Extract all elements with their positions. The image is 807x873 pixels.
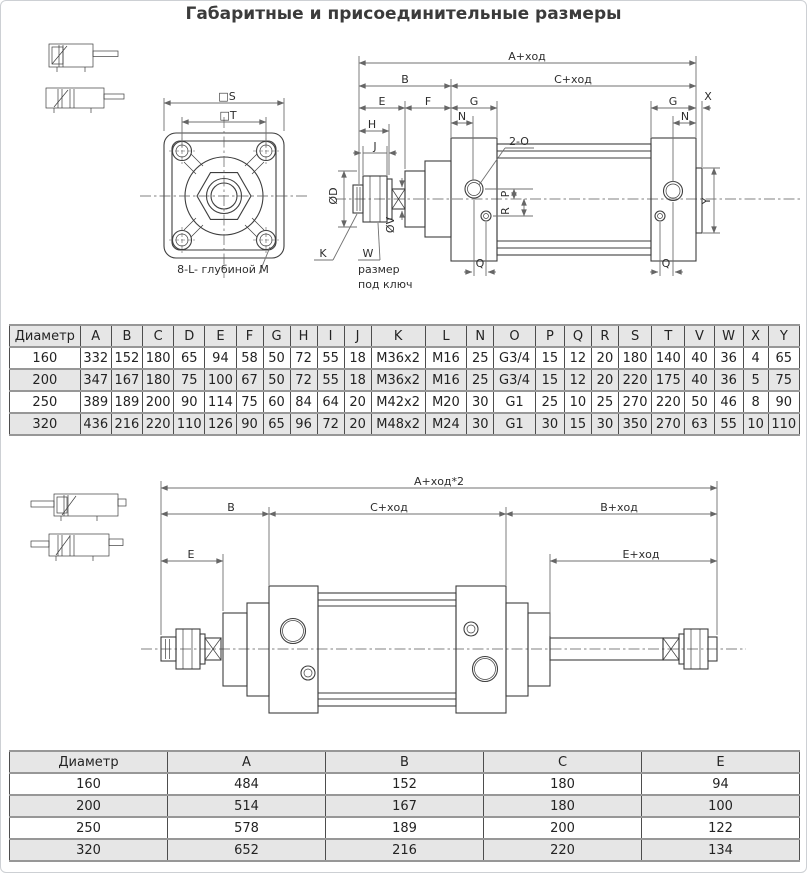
column-header: B — [111, 325, 142, 347]
table-cell: 110 — [174, 413, 205, 435]
table-cell: 65 — [263, 413, 290, 435]
table-cell: 200 — [143, 391, 174, 413]
pneumatic-symbol-single-rod-2 — [46, 88, 124, 113]
table-cell: 180 — [484, 795, 642, 817]
pneumatic-symbol-single-rod-1 — [49, 44, 118, 72]
column-header: I — [317, 325, 344, 347]
column-header: C — [484, 751, 642, 773]
table-cell: 10 — [564, 391, 591, 413]
table-cell: 652 — [168, 839, 326, 861]
dim-label-b: B — [401, 73, 409, 86]
table-row — [10, 817, 800, 839]
table-cell: 189 — [326, 817, 484, 839]
table-cell: 100 — [205, 369, 236, 391]
front-view-drawing — [140, 90, 308, 278]
side-view-drawing — [314, 50, 803, 291]
column-header: A — [168, 751, 326, 773]
table-cell: 320 — [10, 413, 81, 435]
table-cell: 67 — [236, 369, 263, 391]
table-cell: 100 — [642, 795, 800, 817]
table-cell: 389 — [80, 391, 111, 413]
wrench-size-note-line1: размер — [358, 263, 400, 276]
dim-label-q-left: Q — [475, 257, 485, 270]
table-cell: 126 — [205, 413, 236, 435]
table-cell: 36 — [714, 347, 743, 369]
table-cell: 40 — [685, 369, 714, 391]
table-cell: 72 — [317, 413, 344, 435]
dim-label-r: R — [499, 207, 512, 215]
table-cell: M16 — [425, 369, 467, 391]
table-cell: 180 — [143, 347, 174, 369]
table-cell: 60 — [263, 391, 290, 413]
table-cell: 18 — [344, 369, 371, 391]
column-header: E — [642, 751, 800, 773]
table-cell: 140 — [652, 347, 685, 369]
table-cell: 514 — [168, 795, 326, 817]
table-cell: 250 — [10, 817, 168, 839]
table-cell: 55 — [317, 347, 344, 369]
table-cell: 250 — [10, 391, 81, 413]
table-cell: 12 — [564, 369, 591, 391]
table-row — [10, 839, 800, 861]
table-cell: 332 — [80, 347, 111, 369]
table-cell: M48x2 — [371, 413, 425, 435]
column-header: Диаметр — [10, 325, 81, 347]
table-cell: 4 — [743, 347, 768, 369]
table-cell: 63 — [685, 413, 714, 435]
column-header: O — [494, 325, 536, 347]
table-cell: 65 — [174, 347, 205, 369]
pneumatic-symbol-double-rod-2 — [31, 534, 123, 561]
table-cell: 134 — [642, 839, 800, 861]
table-cell: 200 — [484, 817, 642, 839]
table-cell: 20 — [591, 369, 618, 391]
table-cell: 94 — [642, 773, 800, 795]
dim-label-p: P — [499, 190, 512, 198]
column-header: C — [143, 325, 174, 347]
table-cell: M36x2 — [371, 347, 425, 369]
table-cell: 180 — [484, 773, 642, 795]
table-row — [10, 391, 800, 413]
column-header: K — [371, 325, 425, 347]
table-cell: 167 — [111, 369, 142, 391]
table-cell: 30 — [467, 413, 494, 435]
column-header: Диаметр — [10, 751, 168, 773]
wrench-size-note-line2: под ключ — [358, 278, 413, 291]
table-cell: 216 — [326, 839, 484, 861]
table-cell: 200 — [10, 795, 168, 817]
dim-label-rod-diameter: ØD — [327, 187, 340, 205]
table-cell: 15 — [564, 413, 591, 435]
table-cell: 18 — [344, 347, 371, 369]
table-cell: 50 — [263, 369, 290, 391]
dim-label-square-s: □S — [218, 90, 236, 103]
table-cell: 20 — [344, 391, 371, 413]
dim-label-ports: 2-O — [509, 135, 529, 148]
table-cell: 75 — [236, 391, 263, 413]
dim-label-c-stroke2: C+ход — [370, 501, 408, 514]
table-row — [10, 795, 800, 817]
table-cell: 55 — [714, 413, 743, 435]
dim-label-a-stroke: A+ход — [508, 50, 546, 63]
table-cell: 270 — [618, 391, 651, 413]
table-cell: M24 — [425, 413, 467, 435]
table-cell: M16 — [425, 347, 467, 369]
table-cell: G1 — [494, 391, 536, 413]
table-cell: 25 — [591, 391, 618, 413]
table-cell: 220 — [484, 839, 642, 861]
column-header: H — [290, 325, 317, 347]
table-cell: 320 — [10, 839, 168, 861]
column-header: V — [685, 325, 714, 347]
table-cell: 189 — [111, 391, 142, 413]
table-cell: 75 — [768, 369, 799, 391]
dim-label-h: H — [367, 118, 377, 131]
column-header: Y — [768, 325, 799, 347]
table-cell: 90 — [236, 413, 263, 435]
table-cell: 15 — [535, 347, 564, 369]
table-cell: 90 — [768, 391, 799, 413]
table-cell: M20 — [425, 391, 467, 413]
dim-label-w: W — [362, 247, 374, 260]
column-header: R — [591, 325, 618, 347]
table-cell: 180 — [143, 369, 174, 391]
dim-label-n-right: N — [680, 110, 690, 123]
table-cell: 64 — [317, 391, 344, 413]
table-row — [10, 347, 800, 369]
table-cell: G1 — [494, 413, 536, 435]
table-cell: 36 — [714, 369, 743, 391]
table-cell: 180 — [618, 347, 651, 369]
table-row — [10, 413, 800, 435]
column-header: N — [467, 325, 494, 347]
column-header: W — [714, 325, 743, 347]
mounting-holes-note: 8-L- глубиной M — [177, 263, 269, 276]
double-rod-view-drawing — [141, 475, 746, 713]
table-cell: 30 — [591, 413, 618, 435]
table-row — [10, 369, 800, 391]
column-header: F — [236, 325, 263, 347]
column-header: S — [618, 325, 651, 347]
table-cell: 220 — [143, 413, 174, 435]
table-cell: 200 — [10, 369, 81, 391]
table-cell: 75 — [174, 369, 205, 391]
table-cell: 436 — [80, 413, 111, 435]
table-cell: 30 — [535, 413, 564, 435]
table-cell: 175 — [652, 369, 685, 391]
table-cell: 160 — [10, 347, 81, 369]
dim-label-e: E — [378, 95, 386, 108]
dim-label-j: J — [373, 140, 377, 153]
table-cell: 220 — [652, 391, 685, 413]
dim-label-x: X — [704, 90, 712, 103]
table-cell: 20 — [344, 413, 371, 435]
table-cell: 94 — [205, 347, 236, 369]
column-header: P — [535, 325, 564, 347]
dim-label-square-t: □T — [219, 109, 237, 122]
table-cell: 8 — [743, 391, 768, 413]
table-cell: G3/4 — [494, 347, 536, 369]
table-cell: 30 — [467, 391, 494, 413]
table-header-row — [10, 325, 800, 347]
table-cell: 72 — [290, 369, 317, 391]
dim-label-g-left: G — [469, 95, 479, 108]
table-cell: 15 — [535, 369, 564, 391]
dim-label-g-right: G — [668, 95, 678, 108]
dim-label-b-stroke: B+ход — [600, 501, 638, 514]
table-cell: 152 — [111, 347, 142, 369]
dim-label-c-stroke: C+ход — [554, 73, 592, 86]
table-cell: 270 — [652, 413, 685, 435]
table-cell: 58 — [236, 347, 263, 369]
table-cell: 50 — [263, 347, 290, 369]
dim-label-k: K — [319, 247, 327, 260]
dim-label-n-left: N — [457, 110, 467, 123]
table-header-row — [10, 751, 800, 773]
table-cell: G3/4 — [494, 369, 536, 391]
column-header: J — [344, 325, 371, 347]
table-cell: 46 — [714, 391, 743, 413]
column-header: X — [743, 325, 768, 347]
table-cell: 114 — [205, 391, 236, 413]
table-cell: 90 — [174, 391, 205, 413]
page-title: Габаритные и присоединительные размеры — [185, 4, 622, 24]
table-cell: 152 — [326, 773, 484, 795]
column-header: T — [652, 325, 685, 347]
table-cell: 220 — [618, 369, 651, 391]
table-cell: M36x2 — [371, 369, 425, 391]
table-cell: 10 — [743, 413, 768, 435]
table-cell: 167 — [326, 795, 484, 817]
table-cell: 96 — [290, 413, 317, 435]
dim-label-a-stroke-x2: A+ход*2 — [413, 475, 465, 488]
column-header: L — [425, 325, 467, 347]
dim-label-y: Y — [700, 197, 713, 205]
table-cell: 25 — [467, 347, 494, 369]
column-header: D — [174, 325, 205, 347]
table-cell: 55 — [317, 369, 344, 391]
technical-drawings — [1, 1, 807, 873]
table-cell: 25 — [535, 391, 564, 413]
dim-label-pin-diameter: ØV — [384, 216, 397, 234]
table-cell: 484 — [168, 773, 326, 795]
table-row — [10, 773, 800, 795]
column-header: Q — [564, 325, 591, 347]
table-cell: 84 — [290, 391, 317, 413]
table-cell: 160 — [10, 773, 168, 795]
table-cell: 216 — [111, 413, 142, 435]
dimensions-table-main — [9, 324, 800, 436]
table-cell: 347 — [80, 369, 111, 391]
column-header: G — [263, 325, 290, 347]
table-cell: 122 — [642, 817, 800, 839]
table-cell: 50 — [685, 391, 714, 413]
column-header: B — [326, 751, 484, 773]
table-cell: 65 — [768, 347, 799, 369]
dim-label-q-right: Q — [661, 257, 671, 270]
table-cell: 40 — [685, 347, 714, 369]
column-header: A — [80, 325, 111, 347]
table-cell: 20 — [591, 347, 618, 369]
table-cell: 350 — [618, 413, 651, 435]
table-cell: 5 — [743, 369, 768, 391]
column-header: E — [205, 325, 236, 347]
dim-label-e-stroke: E+ход — [622, 548, 660, 561]
table-cell: 578 — [168, 817, 326, 839]
dim-label-b2: B — [227, 501, 235, 514]
table-cell: 72 — [290, 347, 317, 369]
pneumatic-symbol-double-rod-1 — [31, 494, 126, 521]
dimensions-table-double-rod — [9, 750, 800, 862]
dim-label-e2: E — [187, 548, 195, 561]
table-cell: 12 — [564, 347, 591, 369]
table-cell: M42x2 — [371, 391, 425, 413]
table-cell: 25 — [467, 369, 494, 391]
table-cell: 110 — [768, 413, 799, 435]
dim-label-f: F — [424, 95, 432, 108]
